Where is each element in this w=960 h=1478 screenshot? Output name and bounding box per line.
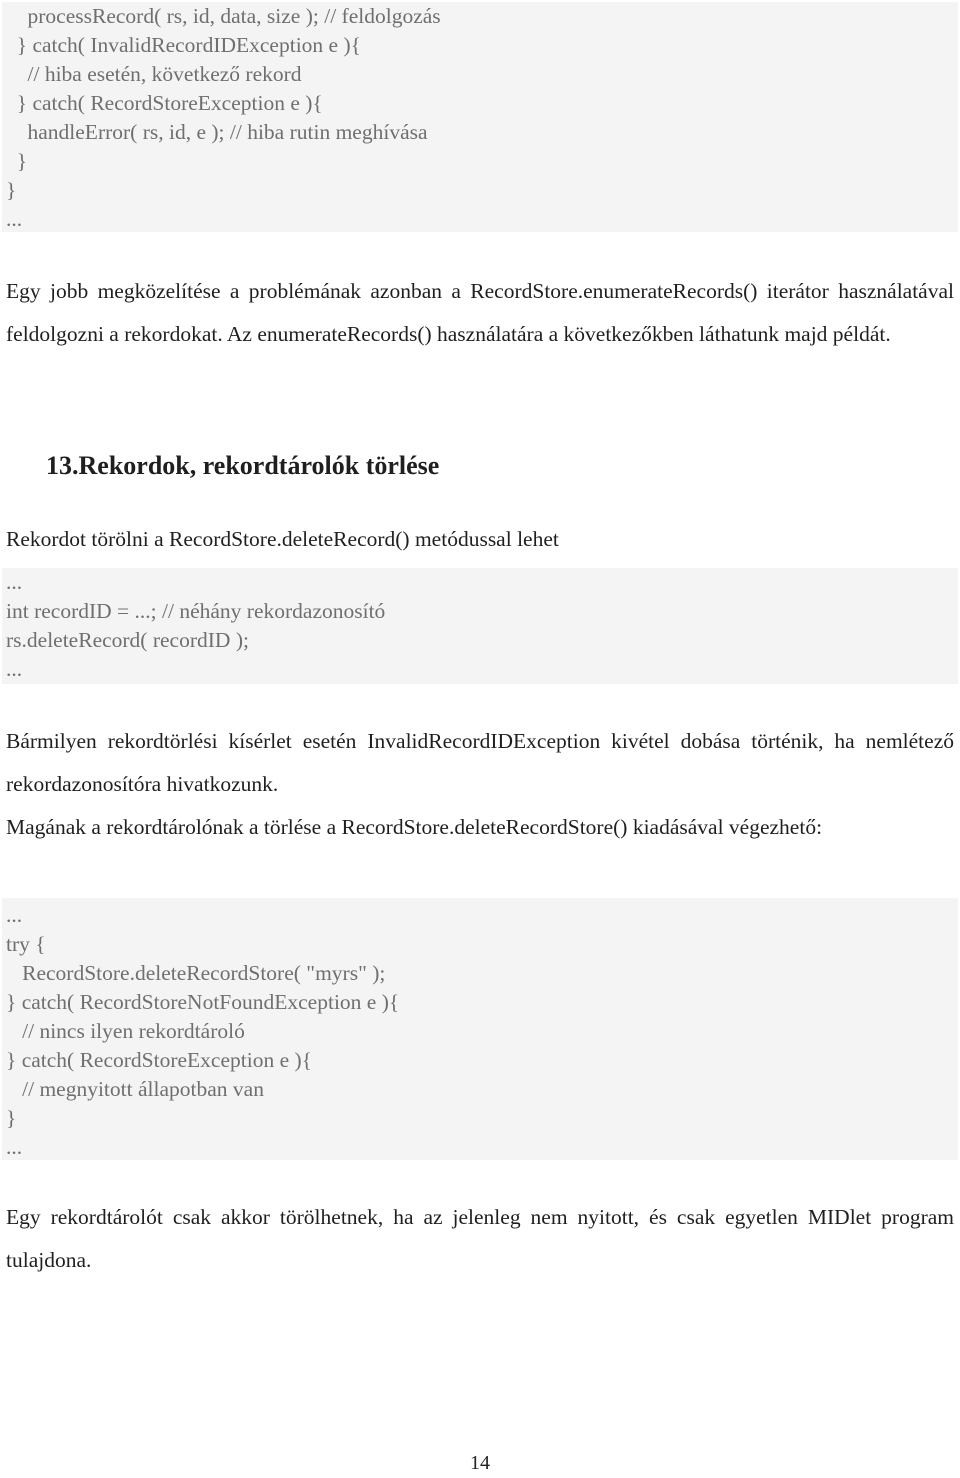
code-line: // megnyitott állapotban van	[6, 1077, 264, 1101]
paragraph-record-store-ownership: Egy rekordtárolót csak akkor törölhetnek, ha az jelenleg nem nyitott, és csak egyetlen MIDlet program tulajdona.	[6, 1205, 954, 1272]
code-line: } catch( RecordStoreException e ){	[6, 91, 323, 115]
paragraph-delete-record-intro: Rekordot törölni a RecordStore.deleteRecord() metódussal lehet	[6, 527, 559, 551]
section-heading	[46, 446, 439, 486]
code-line: ...	[6, 903, 23, 927]
code-line: // nincs ilyen rekordtároló	[6, 1019, 245, 1043]
section-number: 13.	[46, 451, 79, 480]
code-line: processRecord( rs, id, data, size ); // feldolgozás	[6, 4, 441, 28]
code-line: RecordStore.deleteRecordStore( "myrs" );	[6, 961, 386, 985]
code-line: handleError( rs, id, e ); // hiba rutin meghívása	[6, 120, 428, 144]
code-line: ...	[6, 207, 23, 231]
code-block-delete-record-store	[2, 898, 958, 1160]
code-line: } catch( RecordStoreNotFoundException e ){	[6, 990, 400, 1014]
code-line: int recordID = ...; // néhány rekordazonosító	[6, 599, 386, 623]
paragraph-delete-record-store: Magának a rekordtárolónak a törlése a RecordStore.deleteRecordStore() kiadásával végezhető:	[6, 815, 823, 839]
code-line: // hiba esetén, következő rekord	[6, 62, 302, 86]
paragraph-enumerate-records: Egy jobb megközelítése a problémának azonban a RecordStore.enumerateRecords() iterátor használatával feldolgozni a rekordokat. Az enumerateRecords() használatára a következőkben láthatunk majd példát.	[6, 279, 954, 346]
code-line: try {	[6, 932, 46, 956]
code-line: } catch( InvalidRecordIDException e ){	[6, 33, 361, 57]
paragraph-invalid-record-id: Bármilyen rekordtörlési kísérlet esetén InvalidRecordIDException kivétel dobása történik, ha nemlétező rekordazonosítóra hivatkozunk.	[6, 729, 954, 796]
code-block-exception-handling	[2, 2, 958, 232]
code-line: rs.deleteRecord( recordID );	[6, 628, 249, 652]
code-line: ...	[6, 1135, 23, 1159]
code-block-delete-record	[2, 568, 958, 684]
code-line: } catch( RecordStoreException e ){	[6, 1048, 312, 1072]
page-number: 14	[470, 1452, 490, 1474]
code-line: }	[6, 178, 17, 202]
code-line: }	[6, 1106, 17, 1130]
section-title: Rekordok, rekordtárolók törlése	[78, 451, 440, 480]
code-line: ...	[6, 570, 23, 594]
code-line: ...	[6, 657, 23, 681]
code-line: }	[6, 149, 28, 173]
